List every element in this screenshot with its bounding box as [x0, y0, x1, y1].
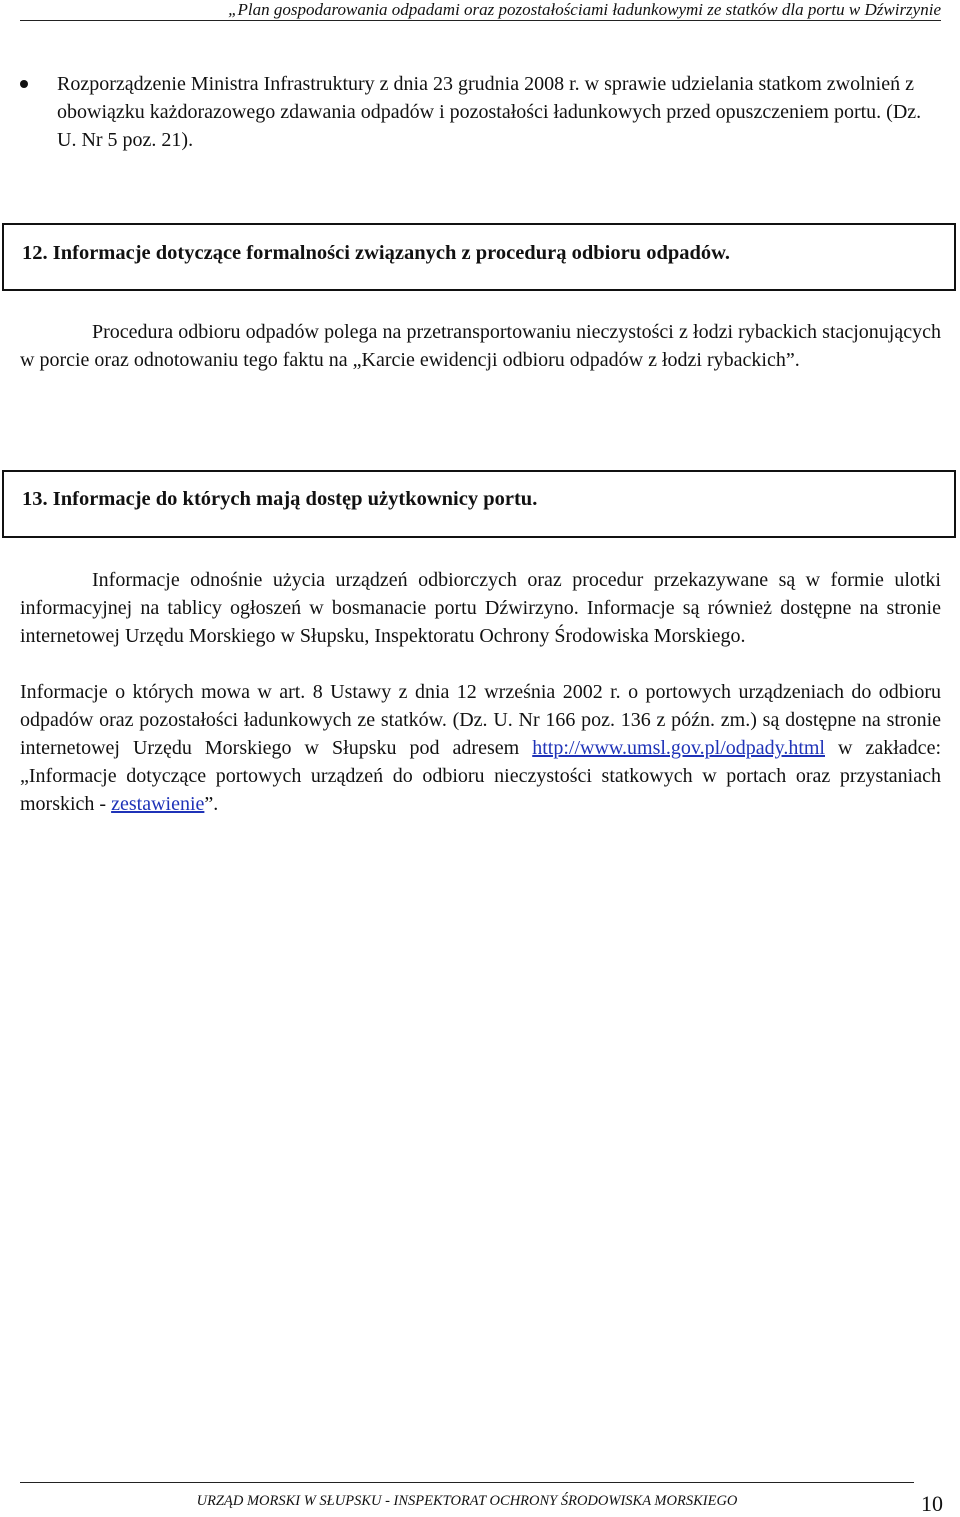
page-footer: URZĄD MORSKI W SŁUPSKU - INSPEKTORAT OCHRONY ŚRODOWISKA MORSKIEGO	[20, 1482, 914, 1510]
section-13-heading: 13. Informacje do których mają dostęp użytkownicy portu.	[2, 470, 956, 538]
page-number: 10	[921, 1491, 943, 1516]
paragraph-2-text-end: ”.	[204, 793, 219, 815]
section-12-body: Procedura odbioru odpadów polega na przetransportowaniu nieczystości z łodzi rybackich stacjonujących w porcie oraz odnotowaniu tego faktu na „Karcie ewidencji odbioru odpadów z łodzi rybackich”.	[20, 321, 941, 371]
page-header: „Plan gospodarowania odpadami oraz pozostałościami ładunkowymi ze statków dla portu w Dźwirzynie	[20, 0, 941, 21]
section-12-heading: 12. Informacje dotyczące formalności związanych z procedurą odbioru odpadów.	[2, 223, 956, 291]
paragraph-2-text-middle: w zakładce: „Informacje dotyczące portowych urządzeń do odbioru nieczystości statkowych w portach oraz przystaniach morskich -	[20, 737, 941, 815]
odpady-link[interactable]: http://www.umsl.gov.pl/odpady.html	[532, 737, 825, 759]
section-13-paragraph-1: Informacje odnośnie użycia urządzeń odbiorczych oraz procedur przekazywane są w formie ulotki informacyjnej na tablicy ogłoszeń w bosmanacie portu Dźwirzyno. Informacje są również dostępne na stronie internetowej Urzędu Morskiego w Słupsku, Inspektoratu Ochrony Środowiska Morskiego.	[20, 569, 941, 647]
section-13-paragraph-2	[20, 678, 941, 818]
bullet-text: Rozporządzenie Ministra Infrastruktury z dnia 23 grudnia 2008 r. w sprawie udzielania statkom zwolnień z obowiązku każdorazowego zdawania odpadów i pozostałości ładunkowych przed opuszczeniem portu. (Dz. U. Nr 5 poz. 21).	[57, 73, 922, 151]
regulation-bullet	[20, 70, 941, 154]
zestawienie-link[interactable]: zestawienie	[111, 793, 205, 815]
bullet-icon	[20, 80, 28, 88]
paragraph-2-text-start: Informacje o których mowa w art. 8 Ustawy z dnia 12 września 2002 r. o portowych urządzeniach do odbioru odpadów oraz pozostałości ładunkowych ze statków. (Dz. U. Nr 166 poz. 136 z późn. zm.) są dostępne na stronie internetowej Urzędu Morskiego w Słupsku pod adresem	[20, 681, 941, 759]
